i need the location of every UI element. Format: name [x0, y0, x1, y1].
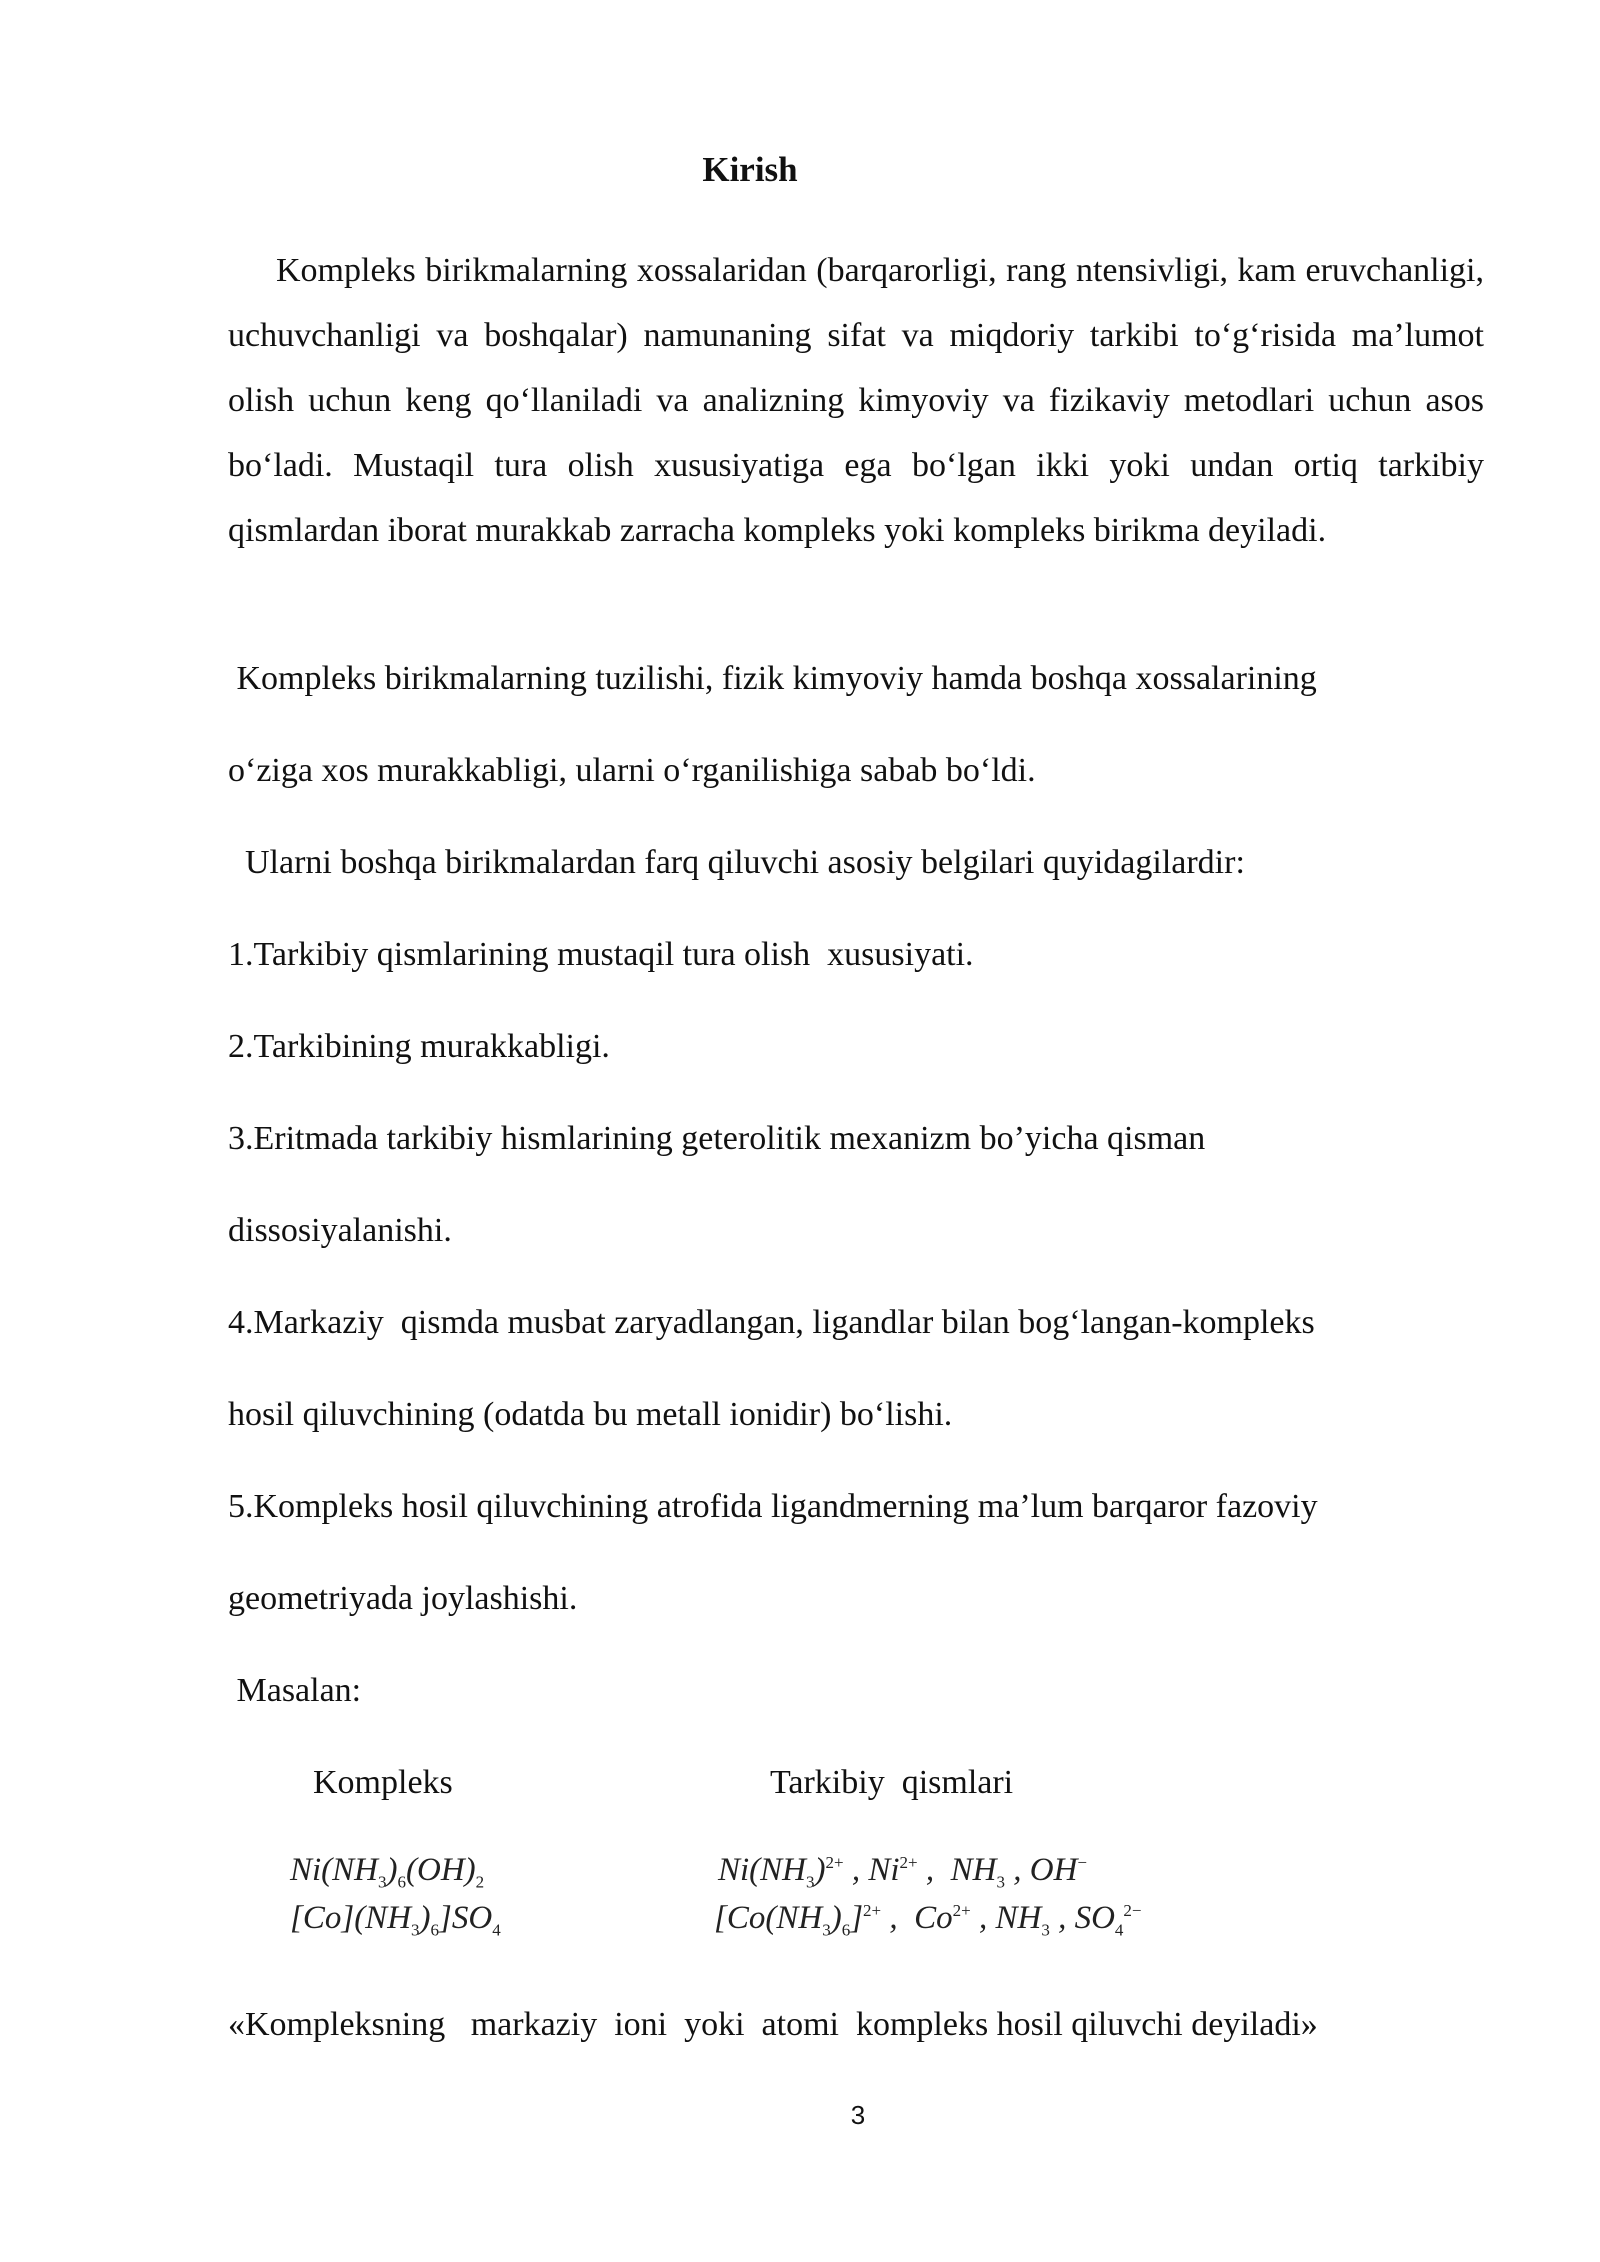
list-item-4: 4.Markaziy qismda musbat zaryadlangan, ligandlar bilan bog‘langan-kompleks — [228, 1304, 1315, 1341]
intro-paragraph: Kompleks birikmalarning xossalaridan (barqarorligi, rang ntensivligi, kam eruvchanligi, uchuvchanligi va boshqalar) namunaning sifat va miqdoriy tarkibi to‘g‘risida ma’lumot olish uchun keng qo‘llaniladi va analizning kimyoviy va fizikaviy metodlari uchun asos bo‘ladi. Mustaqil tura olish xususiyatiga ega bo‘lgan ikki yoki undan ortiq tarkibiy qismlardan iborat murakkab zarracha kompleks yoki kompleks birikma deyiladi. — [228, 252, 1484, 549]
text-line-1: Kompleks birikmalarning tuzilishi, fizik kimyoviy hamda boshqa xossalarining — [228, 660, 1317, 697]
list-item-2: 2.Tarkibining murakkabligi. — [228, 1028, 610, 1065]
definition-line: «Kompleksning markaziy ioni yoki atomi kompleks hosil qiluvchi deyiladi» — [228, 2006, 1318, 2043]
page-title: Kirish — [702, 150, 798, 189]
formula-parts-1: $Ni(NH_3)^{2+}$ , $Ni^{2+}$ , $NH_3$ , OH− — [718, 1852, 1087, 1892]
list-item-1: 1.Tarkibiy qismlarining mustaqil tura olish xususiyati. — [228, 936, 974, 973]
column-header-complex: Kompleks — [313, 1764, 453, 1801]
column-header-parts: Tarkibiy qismlari — [770, 1764, 1014, 1801]
list-item-3: 3.Eritmada tarkibiy hismlarining geterolitik mexanizm bo’yicha qisman — [228, 1120, 1206, 1157]
list-item-5-cont: geometriyada joylashishi. — [228, 1580, 578, 1617]
page-number: 3 — [850, 2100, 866, 2130]
formula-parts-2: $[Co(NH_3)_6]^{2+}$ , $Co^{2+}$ , $NH_3$ , $SO_4^{2-}$ — [714, 1900, 1142, 1940]
formula-complex-1: $Ni(NH_3)_6(OH)_2$ — [290, 1852, 485, 1892]
formula-complex-2: $[Co](NH_3)_6]SO_4$ — [290, 1900, 501, 1940]
list-item-3-cont: dissosiyalanishi. — [228, 1212, 452, 1249]
list-item-5: 5.Kompleks hosil qiluvchining atrofida ligandmerning ma’lum barqaror fazoviy — [228, 1488, 1318, 1525]
list-item-4-cont: hosil qiluvchining (odatda bu metall ionidir) bo‘lishi. — [228, 1396, 953, 1433]
text-line-2: o‘ziga xos murakkabligi, ularni o‘rganilishiga sabab bo‘ldi. — [228, 752, 1036, 789]
example-label: Masalan: — [228, 1672, 362, 1709]
text-line-3: Ularni boshqa birikmalardan farq qiluvchi asosiy belgilari quyidagilardir: — [228, 844, 1245, 881]
